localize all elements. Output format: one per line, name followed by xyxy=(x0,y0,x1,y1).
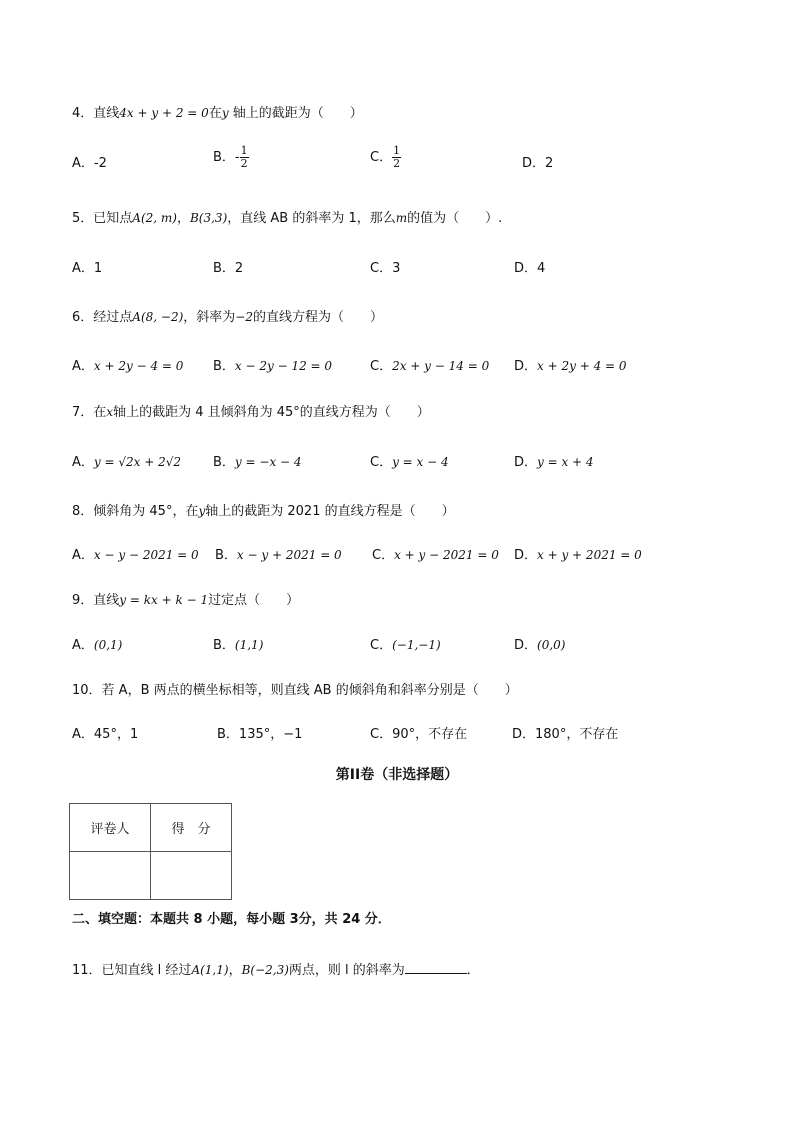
fraction: $\frac{1}{2}$ xyxy=(393,144,401,170)
question-number: 4． xyxy=(72,106,94,121)
option-a[interactable]: A．x − y − 2021 = 0 xyxy=(72,548,199,563)
fraction: $\frac{1}{2}$ xyxy=(240,144,248,170)
score-table xyxy=(69,803,232,900)
question-number: 10． xyxy=(72,683,102,698)
option-a[interactable]: A．1 xyxy=(72,261,103,276)
option-c[interactable]: C．2x + y − 14 = 0 xyxy=(370,359,490,374)
option-c[interactable]: C．3 xyxy=(370,261,401,276)
option-a[interactable]: A．y = √2x + 2√2 xyxy=(72,455,182,470)
option-a[interactable]: A．x + 2y − 4 = 0 xyxy=(72,359,184,374)
option-d[interactable]: D．y = x + 4 xyxy=(514,455,594,470)
option-b[interactable]: B．x − 2y − 12 = 0 xyxy=(213,359,333,374)
option-d[interactable]: D．4 xyxy=(514,261,546,276)
option-b[interactable]: B．(1,1) xyxy=(213,638,264,653)
section-title: 第II卷（非选择题） xyxy=(335,767,459,783)
option-a[interactable]: A．(0,1) xyxy=(72,638,123,653)
question-number: 11． xyxy=(72,963,102,978)
option-b[interactable]: B．2 xyxy=(213,261,244,276)
option-b[interactable]: B．y = −x − 4 xyxy=(213,455,302,470)
option-c[interactable]: C．x + y − 2021 = 0 xyxy=(372,548,499,563)
question-8: 8．倾斜角为 45°，在y轴上的截距为 2021 的直线方程是（ ） xyxy=(72,504,455,519)
score-cell[interactable] xyxy=(151,852,232,900)
equation: 4x + y + 2 = 0 xyxy=(119,106,209,120)
question-10: 10．若 A，B 两点的横坐标相等，则直线 AB 的倾斜角和斜率分别是（ ） xyxy=(72,683,518,698)
answer-blank[interactable] xyxy=(405,961,467,974)
score-header: 得 分 xyxy=(151,804,232,852)
option-c[interactable]: C．(−1,−1) xyxy=(370,638,441,653)
option-a[interactable]: A．45°，1 xyxy=(72,727,139,742)
question-5: 5．已知点A(2, m)，B(3,3)，直线 AB 的斜率为 1，那么m的值为（ ）. xyxy=(72,211,503,226)
question-7: 7．在x轴上的截距为 4 且倾斜角为 45°的直线方程为（ ） xyxy=(72,405,430,420)
question-9: 9．直线y = kx + k − 1过定点（ ） xyxy=(72,593,300,608)
option-c[interactable]: C．y = x − 4 xyxy=(370,455,449,470)
equation: y = kx + k − 1 xyxy=(119,593,209,607)
question-number: 6． xyxy=(72,310,94,325)
question-4: 4．直线4x + y + 2 = 0在y 轴上的截距为（ ） xyxy=(72,106,363,121)
question-number: 8． xyxy=(72,504,94,519)
question-11: 11．已知直线 l 经过A(1,1)，B(−2,3)两点，则 l 的斜率为 ． xyxy=(72,963,480,978)
option-b[interactable]: B．135°，−1 xyxy=(217,727,303,742)
part-heading: 二、填空题：本题共 8 小题，每小题 3分，共 24 分． xyxy=(72,912,391,927)
option-c[interactable]: C． $\frac{1}{2}$ xyxy=(370,144,401,170)
option-a[interactable]: A．-2 xyxy=(72,156,107,171)
option-c[interactable]: C．90°，不存在 xyxy=(370,727,468,742)
option-b[interactable]: B．x − y + 2021 = 0 xyxy=(215,548,342,563)
question-6: 6．经过点A(8, −2)，斜率为−2的直线方程为（ ） xyxy=(72,310,384,325)
question-number: 7． xyxy=(72,405,94,420)
grader-header: 评卷人 xyxy=(70,804,151,852)
option-b[interactable]: B．- $\frac{1}{2}$ xyxy=(213,144,248,170)
option-d[interactable]: D．(0,0) xyxy=(514,638,566,653)
question-number: 5． xyxy=(72,211,94,226)
option-d[interactable]: D．x + 2y + 4 = 0 xyxy=(514,359,627,374)
question-number: 9． xyxy=(72,593,94,608)
option-d[interactable]: D．180°，不存在 xyxy=(512,727,619,742)
option-d[interactable]: D．x + y + 2021 = 0 xyxy=(514,548,642,563)
grader-cell[interactable] xyxy=(70,852,151,900)
option-d[interactable]: D．2 xyxy=(522,156,554,171)
